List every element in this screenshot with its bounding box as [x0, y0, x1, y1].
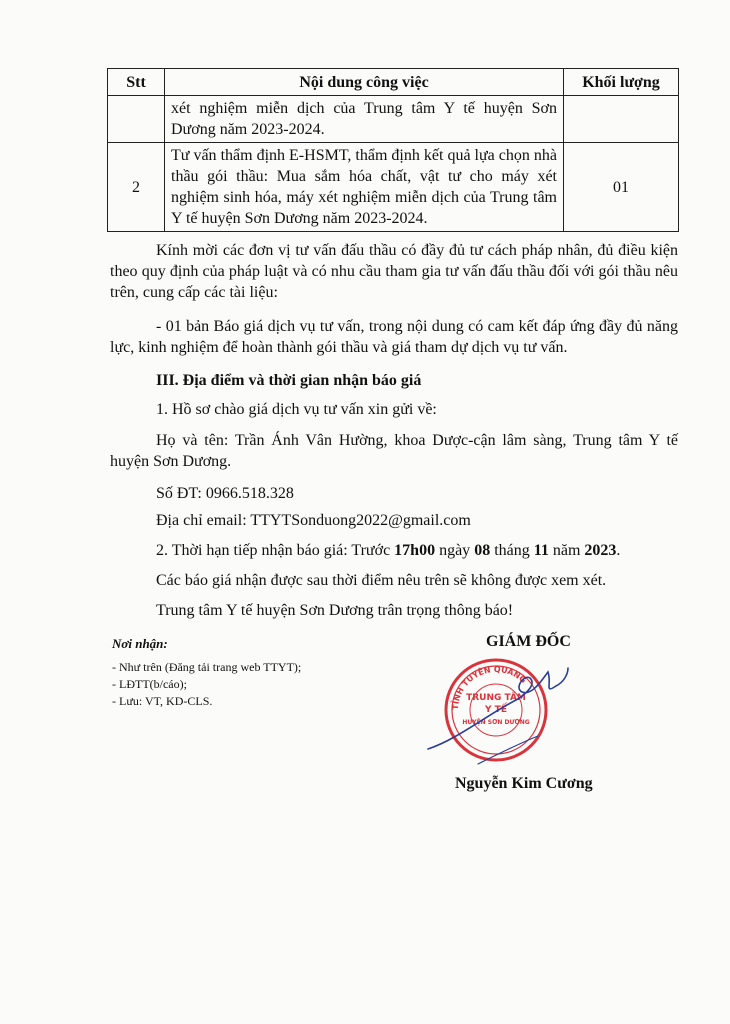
seal-text-top: TRUNG TÂM	[466, 693, 526, 703]
send-to-line: 1. Hồ sơ chào giá dịch vụ tư vấn xin gửi về:	[156, 401, 437, 418]
director-name: Nguyễn Kim Cương	[455, 775, 593, 792]
document-item: - 01 bản Báo giá dịch vụ tư vấn, trong nội dung có cam kết đáp ứng đầy đủ năng lực, kinh nghiệm để hoàn thành gói thầu và giá tham dự dịch vụ tư vấn.	[110, 318, 678, 356]
official-seal-icon	[418, 644, 578, 774]
cell-content: Tư vấn thẩm định E-HSMT, thẩm định kết quả lựa chọn nhà thầu gói thầu: Mua sắm hóa chất, vật tư cho máy xét nghiệm sinh hóa, máy xét nghiệm miễn dịch của Trung tâm Y tế huyện Sơn Dương năm 2023-2024.	[165, 143, 564, 232]
deadline-day: 08	[474, 542, 491, 559]
email-line: Địa chỉ email: TTYTSonduong2022@gmail.com	[156, 512, 471, 529]
recipient-item: - LĐTT(b/cáo);	[112, 677, 187, 691]
svg-text:TỈNH TUYÊN QUANG	[450, 665, 528, 710]
header-stt: Stt	[108, 69, 165, 96]
deadline-time: 17h00	[394, 542, 436, 559]
deadline-end: .	[616, 542, 621, 559]
director-title: GIÁM ĐỐC	[486, 633, 571, 650]
header-quantity: Khối lượng	[564, 69, 679, 96]
table-row	[108, 143, 679, 232]
recipient-item: - Như trên (Đăng tải trang web TTYT);	[112, 660, 302, 674]
cell-stt: 2	[108, 143, 165, 232]
header-content: Nội dung công việc	[165, 69, 564, 96]
seal-ring-text: TỈNH TUYÊN QUANG	[450, 664, 528, 711]
cell-quantity	[564, 96, 679, 143]
section-3-title: III. Địa điểm và thời gian nhận báo giá	[156, 372, 422, 389]
seal-text-mid: Y TẾ	[485, 705, 507, 715]
seal-text-bottom: HUYỆN SƠN DƯƠNG	[462, 719, 530, 726]
table-row	[108, 96, 679, 143]
deadline-year: 2023	[584, 542, 617, 559]
invite-paragraph: Kính mời các đơn vị tư vấn đấu thầu có đầy đủ tư cách pháp nhân, đủ điều kiện theo quy định của pháp luật và có nhu cầu tham gia tư vấn đấu thầu đối với gói thầu nêu trên, cung cấp các tài liệu:	[110, 242, 678, 301]
contact-name: Họ và tên: Trần Ánh Vân Hường, khoa Dược-cận lâm sàng, Trung tâm Y tế huyện Sơn Dương.	[110, 432, 678, 470]
deadline-month: 11	[533, 542, 549, 559]
recipients-title: Nơi nhận:	[112, 636, 168, 651]
cell-stt	[108, 96, 165, 143]
table-header-row	[108, 69, 679, 96]
deadline-text: năm	[548, 542, 585, 559]
phone-line: Số ĐT: 0966.518.328	[156, 485, 294, 502]
deadline-text: ngày	[435, 542, 475, 559]
recipient-item: - Lưu: VT, KD-CLS.	[112, 694, 213, 708]
deadline-prefix: 2. Thời hạn tiếp nhận báo giá: Trước	[156, 542, 395, 559]
work-table	[107, 68, 679, 232]
cell-content: xét nghiệm miễn dịch của Trung tâm Y tế huyện Sơn Dương năm 2023-2024.	[165, 96, 564, 143]
deadline-line	[156, 540, 686, 561]
deadline-text: tháng	[490, 542, 534, 559]
cell-quantity: 01	[564, 143, 679, 232]
closing-line: Trung tâm Y tế huyện Sơn Dương trân trọng thông báo!	[156, 602, 514, 619]
late-note: Các báo giá nhận được sau thời điểm nêu trên sẽ không được xem xét.	[156, 572, 607, 589]
recipients-block	[112, 634, 432, 710]
